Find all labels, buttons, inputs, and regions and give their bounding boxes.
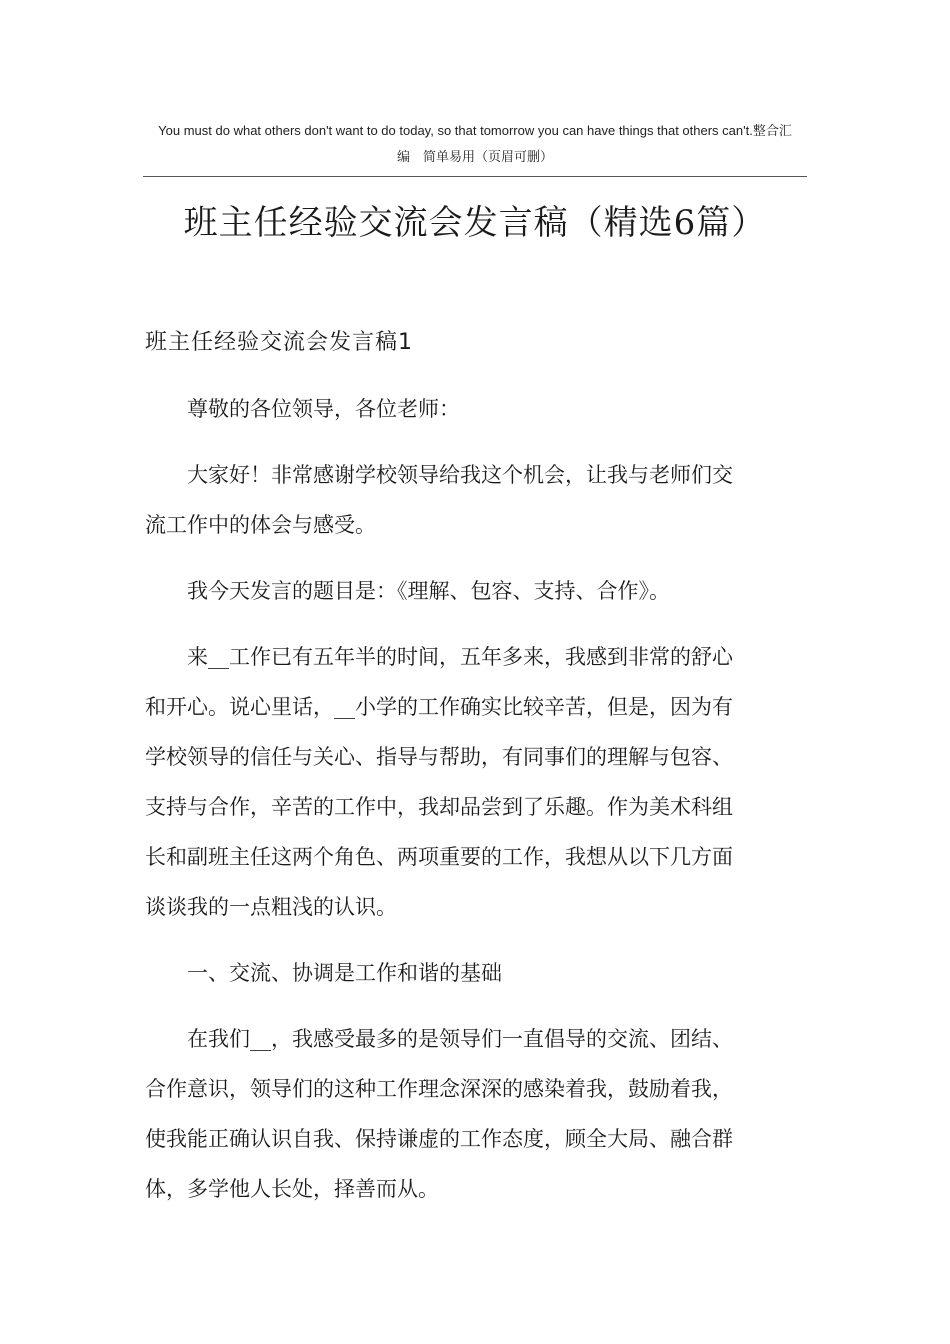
paragraph [145,632,811,932]
paragraph-line: 大家好！非常感谢学校领导给我这个机会，让我与老师们交 [187,463,733,487]
document-title: 班主任经验交流会发言稿（精选6篇） [183,203,767,243]
paragraph [145,384,811,434]
paragraph-line: 学校领导的信任与关心、指导与帮助，有同事们的理解与包容、 [145,745,733,769]
paragraph-line: 在我们__，我感受最多的是领导们一直倡导的交流、团结、 [187,1027,733,1051]
subheading [145,948,811,998]
paragraph [145,450,811,550]
header-line-1: You must do what others don't want to do today, so that tomorrow you can have things that others can't.整合汇 [158,123,792,138]
paragraph-line: 合作意识，领导们的这种工作理念深深的感染着我，鼓励着我， [145,1077,733,1101]
section-title: 班主任经验交流会发言稿1 [145,330,413,355]
paragraph [145,566,811,616]
paragraph-line: 来__工作已有五年半的时间，五年多来，我感到非常的舒心 [187,645,733,669]
paragraph-line: 和开心。说心里话，__小学的工作确实比较辛苦，但是，因为有 [145,695,733,719]
header-divider [143,176,807,177]
paragraph-line: 体，多学他人长处，择善而从。 [145,1177,439,1201]
document-body [145,318,811,1230]
paragraph-line: 我今天发言的题目是：《理解、包容、支持、合作》。 [187,579,670,603]
page-header [120,118,830,170]
paragraph-line: 支持与合作，辛苦的工作中，我却品尝到了乐趣。作为美术科组 [145,795,733,819]
paragraph [145,1014,811,1214]
paragraph-line: 使我能正确认识自我、保持谦虚的工作态度，顾全大局、融合群 [145,1127,733,1151]
paragraph-line: 流工作中的体会与感受。 [145,513,376,537]
header-line-2: 编 简单易用（页眉可删） [396,149,553,164]
paragraph-line: 尊敬的各位领导，各位老师： [187,397,460,421]
paragraph-line: 谈谈我的一点粗浅的认识。 [145,895,397,919]
paragraph-line: 长和副班主任这两个角色、两项重要的工作，我想从以下几方面 [145,845,733,869]
subheading-line: 一、交流、协调是工作和谐的基础 [187,961,502,985]
